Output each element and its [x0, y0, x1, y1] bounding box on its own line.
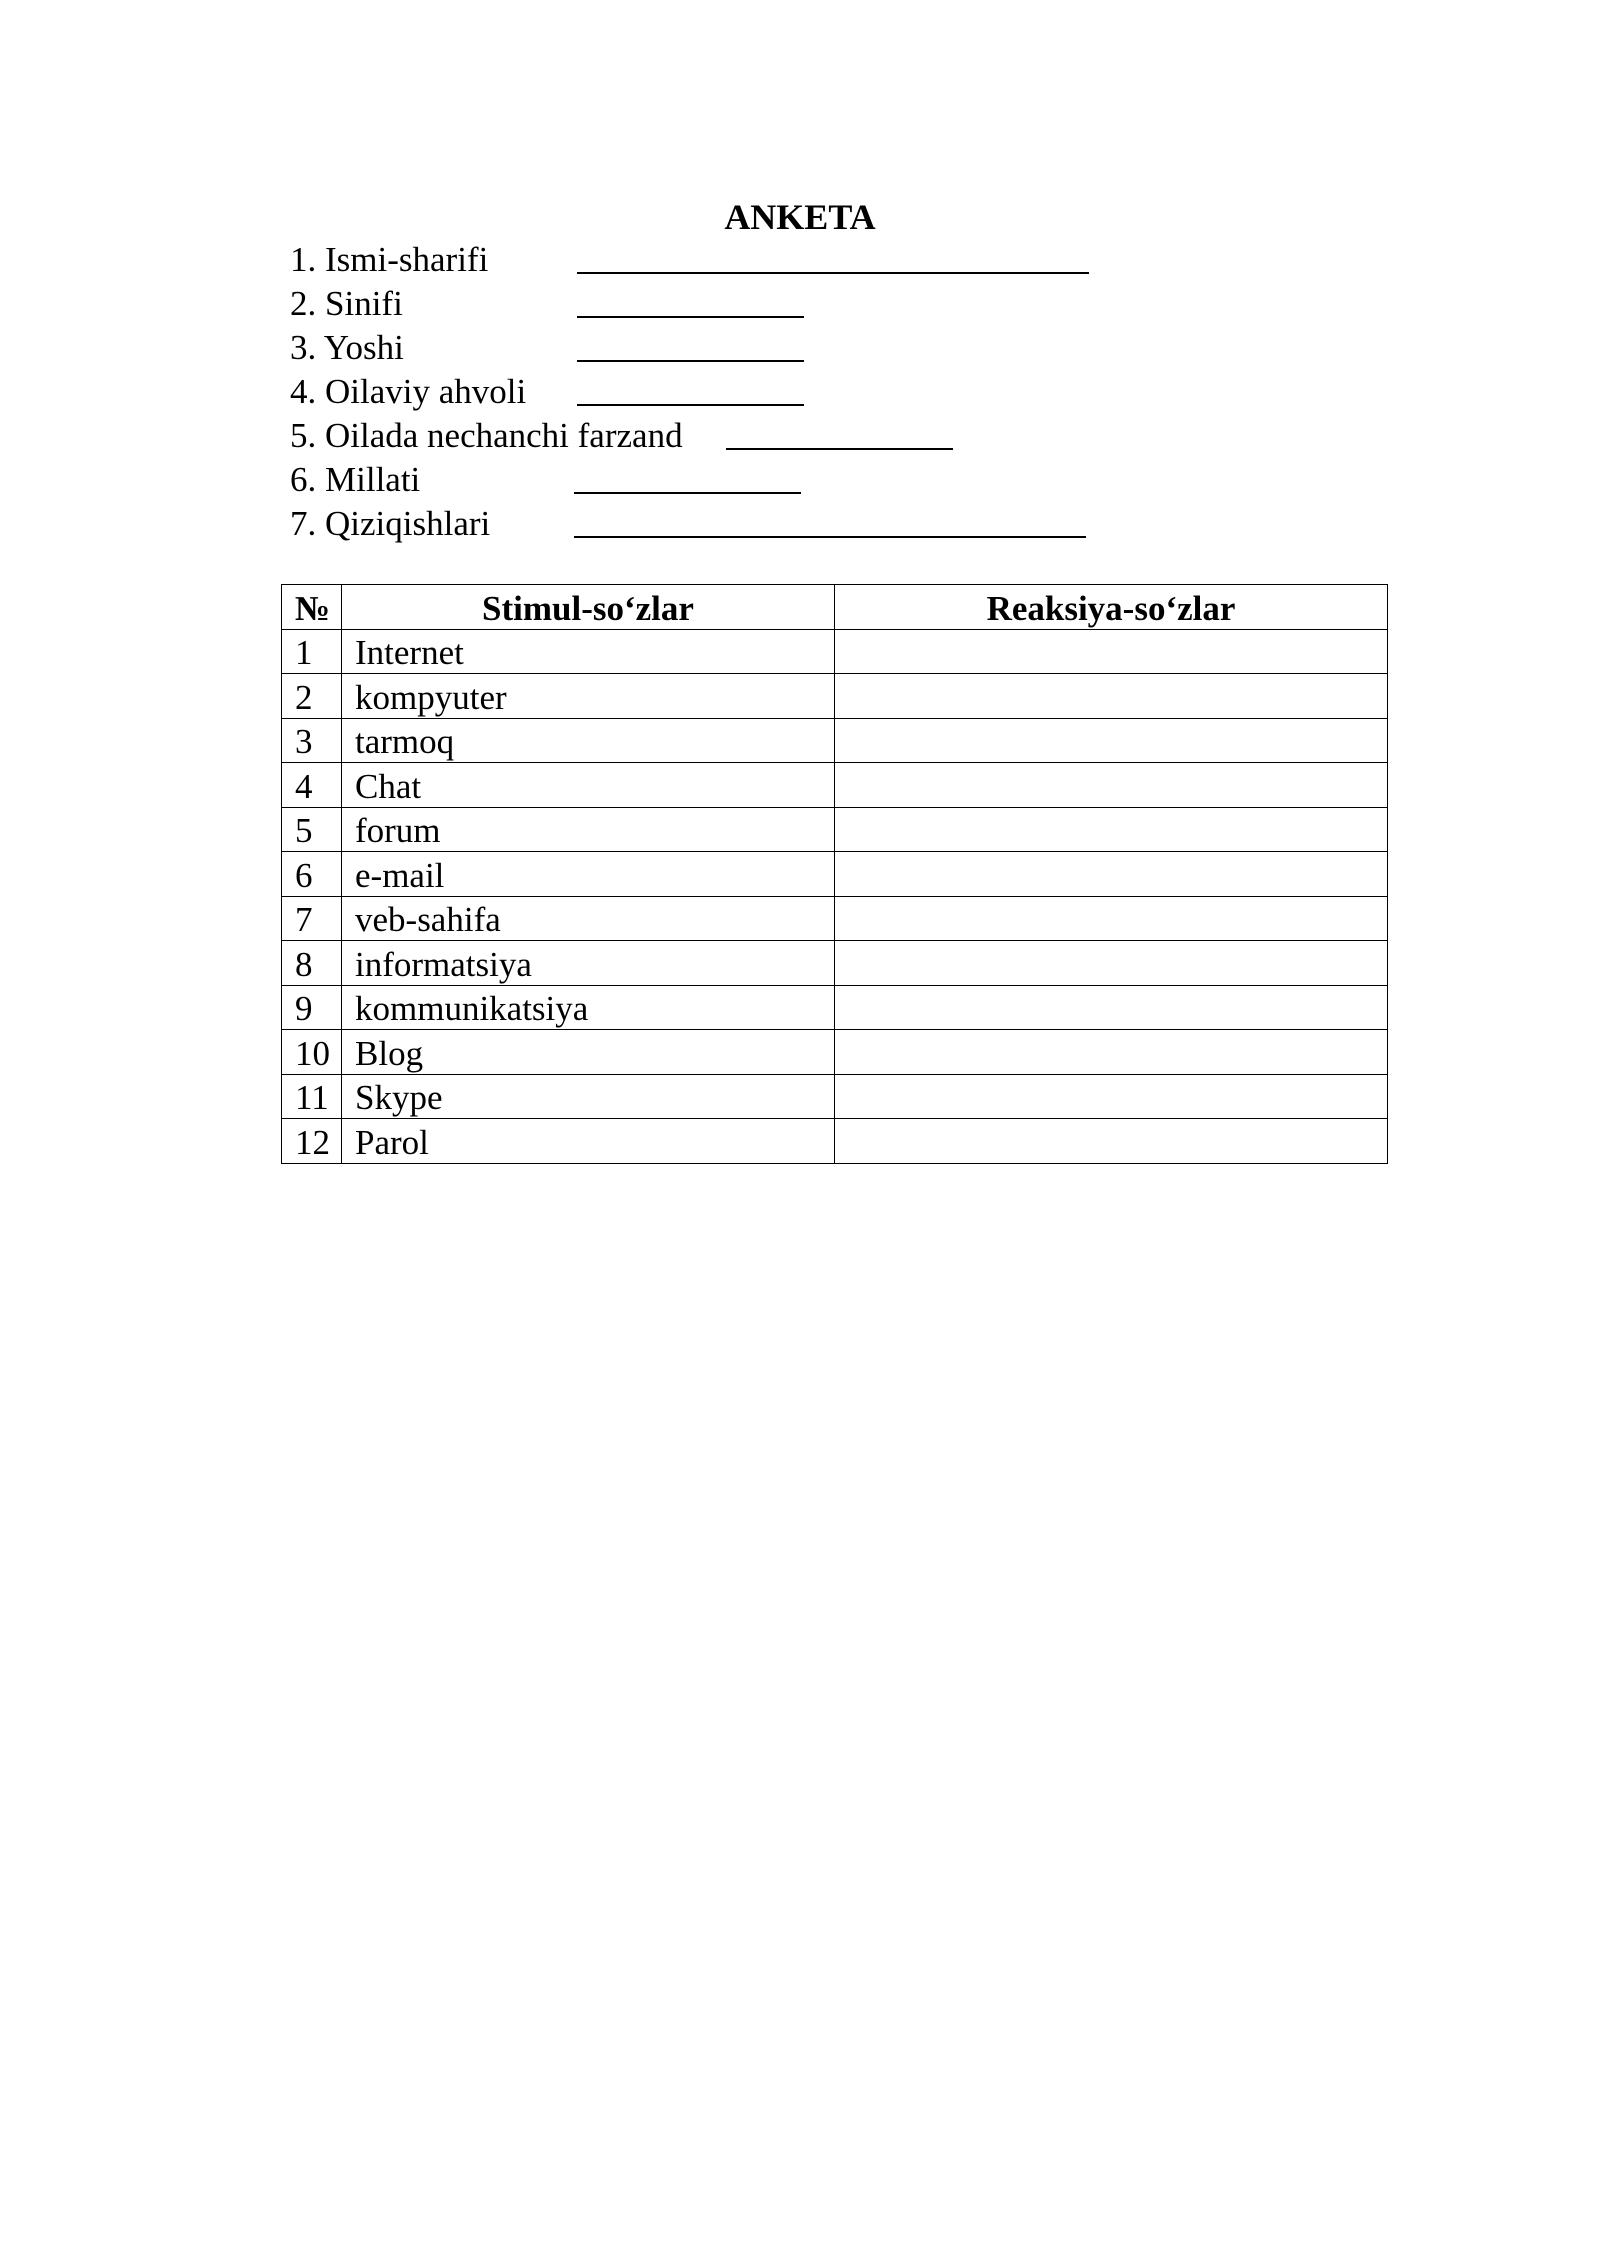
row-number: 9	[282, 985, 342, 1030]
stimulus-word: kommunikatsiya	[342, 985, 835, 1030]
reaction-cell[interactable]	[835, 674, 1388, 719]
stimulus-word: e-mail	[342, 852, 835, 897]
field-row-name	[290, 238, 683, 282]
stimulus-word: forum	[342, 807, 835, 852]
field-label: 6. Millati	[290, 460, 421, 499]
table-row	[282, 1119, 1388, 1164]
row-number: 5	[282, 807, 342, 852]
interests-blank[interactable]	[574, 502, 1086, 538]
reaction-cell[interactable]	[835, 763, 1388, 808]
table-row	[282, 852, 1388, 897]
stimulus-reaction-table	[281, 584, 1388, 1164]
field-row-nationality	[290, 458, 683, 502]
field-label: 3. Yoshi	[290, 328, 404, 367]
reaction-cell[interactable]	[835, 941, 1388, 986]
stimulus-word: Parol	[342, 1119, 835, 1164]
row-number: 8	[282, 941, 342, 986]
field-label: 5. Oilada nechanchi farzand	[290, 416, 683, 455]
table-row	[282, 718, 1388, 763]
nationality-blank[interactable]	[574, 458, 801, 494]
family-status-blank[interactable]	[577, 370, 804, 406]
table-row	[282, 1074, 1388, 1119]
reaction-cell[interactable]	[835, 1030, 1388, 1075]
stimulus-word: Skype	[342, 1074, 835, 1119]
stimulus-word: Blog	[342, 1030, 835, 1075]
reaction-cell[interactable]	[835, 896, 1388, 941]
field-row-age	[290, 326, 683, 370]
field-row-class	[290, 282, 683, 326]
table-row	[282, 941, 1388, 986]
table-header-row	[282, 585, 1388, 630]
table-row	[282, 1030, 1388, 1075]
row-number: 4	[282, 763, 342, 808]
reaction-cell[interactable]	[835, 718, 1388, 763]
row-number: 7	[282, 896, 342, 941]
table-row	[282, 985, 1388, 1030]
row-number: 12	[282, 1119, 342, 1164]
reaction-cell[interactable]	[835, 1119, 1388, 1164]
row-number: 3	[282, 718, 342, 763]
stimulus-word: kompyuter	[342, 674, 835, 719]
stimulus-word: veb-sahifa	[342, 896, 835, 941]
field-row-interests	[290, 502, 683, 546]
reaction-cell[interactable]	[835, 852, 1388, 897]
questionnaire-fields	[290, 238, 683, 546]
field-label: 7. Qiziqishlari	[290, 504, 491, 543]
child-order-blank[interactable]	[726, 414, 953, 450]
reaction-cell[interactable]	[835, 1074, 1388, 1119]
page-title: ANKETA	[724, 197, 876, 237]
table-row	[282, 807, 1388, 852]
field-label: 1. Ismi-sharifi	[290, 240, 489, 279]
row-number: 1	[282, 629, 342, 674]
row-number: 2	[282, 674, 342, 719]
reaction-cell[interactable]	[835, 985, 1388, 1030]
table-row	[282, 629, 1388, 674]
stimulus-word: Internet	[342, 629, 835, 674]
field-row-family-status	[290, 370, 683, 414]
field-row-child-order	[290, 414, 683, 458]
table-row	[282, 763, 1388, 808]
header-reaction-words: Reaksiya-so‘zlar	[835, 585, 1388, 630]
field-label: 2. Sinifi	[290, 284, 403, 323]
stimulus-word: tarmoq	[342, 718, 835, 763]
stimulus-word: Chat	[342, 763, 835, 808]
header-stimulus-words: Stimul-so‘zlar	[342, 585, 835, 630]
field-label: 4. Oilaviy ahvoli	[290, 372, 527, 411]
row-number: 6	[282, 852, 342, 897]
row-number: 10	[282, 1030, 342, 1075]
reaction-cell[interactable]	[835, 629, 1388, 674]
reaction-cell[interactable]	[835, 807, 1388, 852]
age-blank[interactable]	[577, 326, 804, 362]
stimulus-word: informatsiya	[342, 941, 835, 986]
row-number: 11	[282, 1074, 342, 1119]
table-row	[282, 896, 1388, 941]
name-blank[interactable]	[577, 238, 1089, 274]
header-number: №	[282, 585, 342, 630]
table-row	[282, 674, 1388, 719]
class-blank[interactable]	[577, 282, 804, 318]
